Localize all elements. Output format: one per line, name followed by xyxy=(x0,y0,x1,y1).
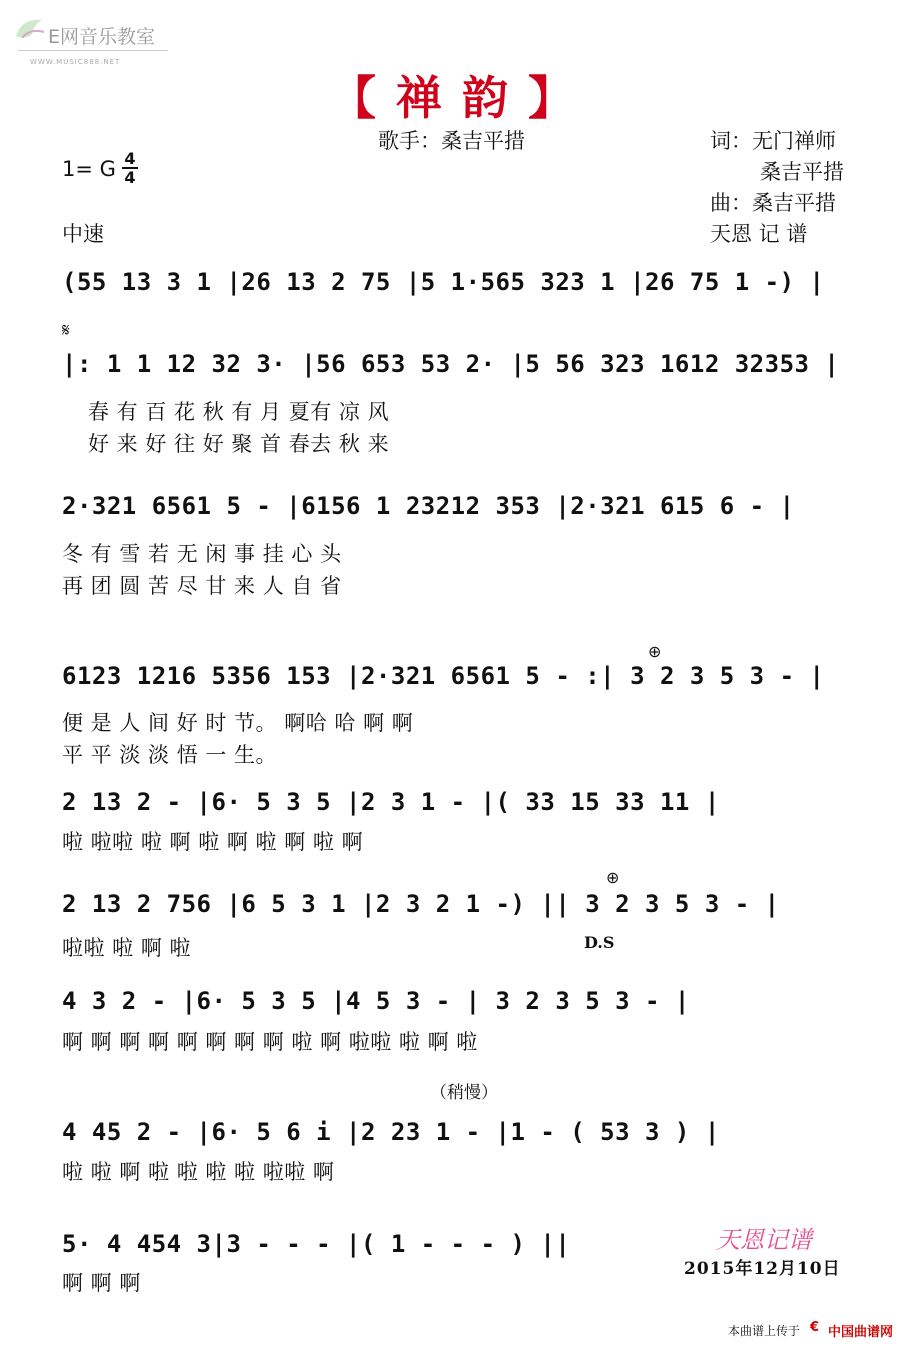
logo-url: WWW.MUSIC888.NET xyxy=(30,58,121,66)
lyrics-line-2a: 春 有 百 花 秋 有 月 夏有 凉 风 xyxy=(88,400,390,424)
lyricist-2: 桑吉平措 xyxy=(760,160,844,184)
footer-upload-text: 本曲谱上传于 xyxy=(728,1324,801,1338)
lyrics-line-9: 啊 啊 啊 xyxy=(62,1271,141,1295)
notation-system-1: (55 13 3 1 |26 13 2 75 |5 1·565 323 1 |26 75 1 -) | xyxy=(62,268,825,296)
lyricist: 词：无门禅师 xyxy=(710,129,836,153)
lyrics-line-3a: 冬 有 雪 若 无 闲 事 挂 心 头 xyxy=(62,542,342,566)
time-signature-bottom: 4 xyxy=(124,168,136,187)
tempo-marking: 中速 xyxy=(62,222,104,246)
notation-system-8: 4 45 2 - |6· 5 6 i |2 23 1 - |1 - ( 53 3 ) | xyxy=(62,1118,720,1146)
lyrics-line-6: 啦啦 啦 啊 啦 xyxy=(62,936,192,960)
lyrics-line-7: 啊 啊 啊 啊 啊 啊 啊 啊 啦 啊 啦啦 啦 啊 啦 xyxy=(62,1030,478,1054)
time-signature xyxy=(122,150,138,186)
coda-icon-2: ⊕ xyxy=(606,868,620,887)
lyrics-line-5: 啦 啦啦 啦 啊 啦 啊 啦 啊 啦 啊 xyxy=(62,830,364,854)
signature-date: 2015年12月10日 xyxy=(684,1259,841,1279)
notation-system-6: 2 13 2 756 |6 5 3 1 |2 3 2 1 -) || 3 2 3 5 3 - | xyxy=(62,890,780,918)
singer: 歌手：桑吉平措 xyxy=(378,129,525,153)
coda-icon: ⊕ xyxy=(648,642,662,661)
notation-system-7: 4 3 2 - |6· 5 3 5 |4 5 3 - | 3 2 3 5 3 - | xyxy=(62,987,690,1015)
signature-name: 天恩记谱 xyxy=(716,1226,812,1254)
segno-icon: 𝄋 xyxy=(62,320,70,341)
key-signature: 1= G xyxy=(62,157,116,181)
time-signature-top: 4 xyxy=(124,149,136,168)
notation-system-3: 2·321 6561 5 - |6156 1 23212 353 |2·321 615 6 - | xyxy=(62,492,795,520)
song-title: 【 禅 韵 】 xyxy=(330,71,577,125)
transcriber: 天恩 记 谱 xyxy=(710,222,808,246)
lyrics-line-2b: 好 来 好 往 好 聚 首 春去 秋 来 xyxy=(88,432,390,456)
footer-brand: 中国曲谱网 xyxy=(828,1325,894,1340)
logo-icon xyxy=(12,14,48,44)
footer-brand-icon: € xyxy=(810,1320,820,1335)
lyrics-line-4a: 便 是 人 间 好 时 节。 啊哈 哈 啊 啊 xyxy=(62,711,414,735)
notation-system-9: 5· 4 454 3|3 - - - |( 1 - - - ) || xyxy=(62,1230,571,1258)
notation-system-2: |: 1 1 12 32 3· |56 653 53 2· |5 56 323 1612 32353 | xyxy=(62,350,840,378)
logo-text: E网音乐教室 xyxy=(48,26,156,48)
lyrics-line-3b: 再 团 圆 苦 尽 甘 来 人 自 省 xyxy=(62,574,342,598)
tempo-change: （稍慢） xyxy=(430,1083,498,1103)
notation-system-5: 2 13 2 - |6· 5 3 5 |2 3 1 - |( 33 15 33 11 | xyxy=(62,788,720,816)
notation-system-4: 6123 1216 5356 153 |2·321 6561 5 - :| 3 2 3 5 3 - | xyxy=(62,662,825,690)
logo-divider xyxy=(18,50,168,51)
composer: 曲：桑吉平措 xyxy=(710,191,836,215)
lyrics-line-4b: 平 平 淡 淡 悟 一 生。 xyxy=(62,743,278,767)
ds-mark: D.S xyxy=(584,933,615,952)
site-logo xyxy=(12,14,48,48)
lyrics-line-8: 啦 啦 啊 啦 啦 啦 啦 啦啦 啊 xyxy=(62,1160,335,1184)
